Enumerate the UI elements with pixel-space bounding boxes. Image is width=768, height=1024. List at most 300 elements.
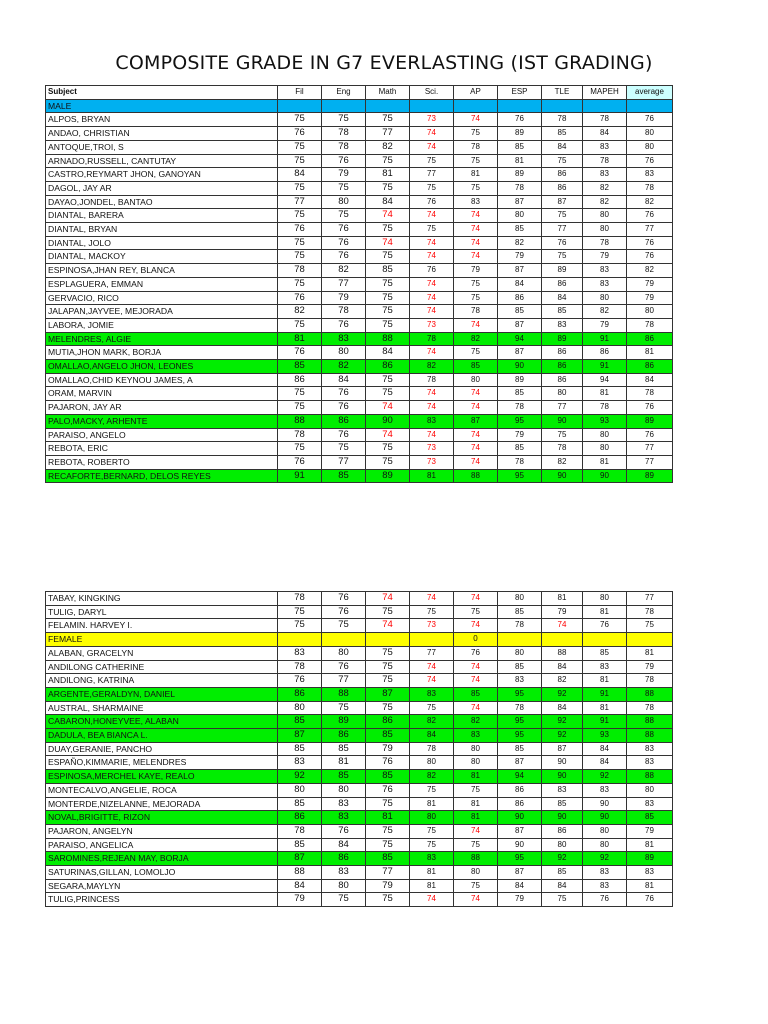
grade-cell: 82 — [322, 264, 366, 278]
grade-cell: 74 — [366, 619, 410, 633]
grade-cell: 74 — [410, 346, 454, 360]
grade-cell: 87 — [498, 346, 542, 360]
grade-cell: 73 — [410, 455, 454, 469]
grade-cell: 75 — [410, 701, 454, 715]
grade-cell: 85 — [322, 469, 366, 483]
grade-cell: 83 — [583, 168, 627, 182]
grade-cell: 84 — [542, 660, 583, 674]
student-row — [46, 401, 673, 415]
grade-cell: 83 — [278, 756, 322, 770]
grade-cell: 77 — [542, 401, 583, 415]
grade-cell: 88 — [627, 687, 673, 701]
grade-cell: 75 — [322, 893, 366, 907]
grade-cell: 78 — [278, 592, 322, 606]
grade-cell: 79 — [627, 660, 673, 674]
grade-cell: 85 — [542, 797, 583, 811]
student-row — [46, 113, 673, 127]
grade-cell: 80 — [583, 209, 627, 223]
grade-cell: 78 — [498, 701, 542, 715]
grade-cell: 76 — [366, 783, 410, 797]
grade-cell: 74 — [410, 401, 454, 415]
student-name: RECAFORTE,BERNARD, DELOS REYES — [46, 469, 278, 483]
grade-cell: 84 — [627, 373, 673, 387]
grade-cell: 80 — [322, 646, 366, 660]
student-name: PALO,MACKY, ARHENTE — [46, 414, 278, 428]
grade-cell: 76 — [498, 113, 542, 127]
grade-cell: 79 — [498, 893, 542, 907]
student-row — [46, 428, 673, 442]
grade-cell: 85 — [583, 646, 627, 660]
student-row — [46, 195, 673, 209]
grade-cell: 92 — [542, 687, 583, 701]
grade-cell: 88 — [627, 729, 673, 743]
grade-cell: 76 — [627, 154, 673, 168]
student-row — [46, 879, 673, 893]
grade-cell: 89 — [498, 168, 542, 182]
grade-cell: 80 — [627, 140, 673, 154]
grade-cell: 82 — [278, 305, 322, 319]
grade-cell: 79 — [627, 277, 673, 291]
grade-cell: 85 — [278, 742, 322, 756]
student-row — [46, 168, 673, 182]
grade-cell: 78 — [322, 305, 366, 319]
grade-cell: 80 — [542, 387, 583, 401]
grade-cell: 84 — [278, 168, 322, 182]
student-row — [46, 646, 673, 660]
grade-cell: 73 — [410, 442, 454, 456]
student-row — [46, 619, 673, 633]
grade-cell: 78 — [278, 264, 322, 278]
grade-cell: 81 — [366, 168, 410, 182]
grade-cell: 82 — [583, 181, 627, 195]
grade-cell: 76 — [278, 291, 322, 305]
grade-cell: 88 — [322, 687, 366, 701]
grade-cell: 83 — [542, 783, 583, 797]
grade-cell: 85 — [278, 797, 322, 811]
student-row — [46, 742, 673, 756]
grade-cell: 84 — [583, 127, 627, 141]
grade-cell: 86 — [583, 346, 627, 360]
grade-cell: 79 — [583, 318, 627, 332]
grade-cell: 81 — [542, 592, 583, 606]
grade-cell: 80 — [583, 592, 627, 606]
student-row — [46, 346, 673, 360]
student-row — [46, 181, 673, 195]
student-name: GERVACIO, RICO — [46, 291, 278, 305]
grade-cell: 75 — [454, 783, 498, 797]
grade-cell: 75 — [366, 838, 410, 852]
grade-cell: 92 — [542, 715, 583, 729]
student-name: CASTRO,REYMART JHON, GANOYAN — [46, 168, 278, 182]
grade-cell: 83 — [583, 783, 627, 797]
grade-cell: 82 — [410, 715, 454, 729]
grade-cell: 75 — [366, 318, 410, 332]
student-name: DADULA, BEA BIANCA L. — [46, 729, 278, 743]
grade-cell: 74 — [454, 701, 498, 715]
grade-cell: 76 — [322, 387, 366, 401]
grade-cell: 75 — [454, 127, 498, 141]
grade-cell: 75 — [366, 701, 410, 715]
student-name: NOVAL,BRIGITTE, RIZON — [46, 811, 278, 825]
grade-cell: 80 — [410, 756, 454, 770]
col-header-ap: AP — [454, 86, 498, 100]
grade-cell: 75 — [366, 442, 410, 456]
grade-cell: 91 — [583, 332, 627, 346]
student-name: PARAISO, ANGELO — [46, 428, 278, 442]
grade-cell: 75 — [322, 619, 366, 633]
grade-cell: 75 — [322, 442, 366, 456]
grade-cell: 82 — [583, 305, 627, 319]
grade-cell: 77 — [322, 674, 366, 688]
grade-cell: 95 — [498, 687, 542, 701]
grade-cell: 86 — [322, 414, 366, 428]
student-name: ANDILONG, KATRINA — [46, 674, 278, 688]
grade-cell: 89 — [542, 264, 583, 278]
grade-cell: 78 — [498, 401, 542, 415]
student-name: ARNADO,RUSSELL, CANTUTAY — [46, 154, 278, 168]
grade-cell: 81 — [454, 168, 498, 182]
grade-cell: 74 — [454, 619, 498, 633]
grade-cell: 83 — [583, 879, 627, 893]
grade-cell: 86 — [278, 373, 322, 387]
grade-cell: 83 — [627, 756, 673, 770]
student-row — [46, 660, 673, 674]
grade-cell: 86 — [542, 277, 583, 291]
grade-cell: 81 — [583, 455, 627, 469]
grade-cell: 75 — [542, 154, 583, 168]
grade-cell: 81 — [583, 701, 627, 715]
grade-cell: 74 — [454, 824, 498, 838]
student-row — [46, 318, 673, 332]
grade-cell: 82 — [410, 770, 454, 784]
grade-cell: 88 — [278, 866, 322, 880]
grade-cell: 74 — [454, 428, 498, 442]
grade-cell: 79 — [366, 742, 410, 756]
female-section-ap-value: 0 — [454, 633, 498, 647]
student-row — [46, 305, 673, 319]
grade-cell: 83 — [627, 168, 673, 182]
grade-cell: 82 — [542, 455, 583, 469]
grade-cell: 81 — [410, 879, 454, 893]
grade-cell: 86 — [498, 797, 542, 811]
grade-cell: 87 — [498, 866, 542, 880]
grade-cell: 85 — [366, 852, 410, 866]
grade-cell: 74 — [454, 223, 498, 237]
student-row — [46, 360, 673, 374]
grade-cell: 88 — [366, 332, 410, 346]
grade-cell: 76 — [322, 824, 366, 838]
grade-cell: 75 — [454, 277, 498, 291]
grade-cell: 75 — [278, 181, 322, 195]
grade-cell: 75 — [278, 401, 322, 415]
student-row — [46, 127, 673, 141]
grade-cell: 81 — [583, 605, 627, 619]
grade-cell: 75 — [542, 250, 583, 264]
grade-cell: 74 — [410, 592, 454, 606]
grade-cell: 75 — [278, 209, 322, 223]
student-row — [46, 140, 673, 154]
grade-cell: 83 — [498, 674, 542, 688]
grade-cell: 80 — [454, 742, 498, 756]
student-name: DIANTAL, BRYAN — [46, 223, 278, 237]
grade-cell: 75 — [366, 605, 410, 619]
grade-cell: 82 — [454, 332, 498, 346]
grade-cell: 74 — [410, 428, 454, 442]
student-name: TULIG, DARYL — [46, 605, 278, 619]
grade-cell: 85 — [322, 742, 366, 756]
grade-cell: 74 — [366, 209, 410, 223]
grade-cell: 84 — [542, 140, 583, 154]
grade-cell: 78 — [627, 605, 673, 619]
grade-cell: 79 — [322, 291, 366, 305]
grade-cell: 75 — [542, 428, 583, 442]
grade-cell: 90 — [498, 838, 542, 852]
grade-cell: 90 — [498, 360, 542, 374]
grade-cell: 84 — [410, 729, 454, 743]
grade-cell: 73 — [410, 318, 454, 332]
grade-cell: 80 — [627, 127, 673, 141]
grade-cell: 81 — [322, 756, 366, 770]
grade-cell: 76 — [322, 318, 366, 332]
grade-cell: 86 — [542, 360, 583, 374]
grade-cell: 75 — [278, 113, 322, 127]
male-section-label: MALE — [46, 99, 278, 113]
header-row — [46, 86, 673, 100]
grade-cell: 80 — [583, 428, 627, 442]
student-name: DAGOL, JAY AR — [46, 181, 278, 195]
grade-cell: 86 — [498, 783, 542, 797]
grade-cell: 76 — [278, 127, 322, 141]
grade-cell: 78 — [542, 113, 583, 127]
student-name: TABAY, KINGKING — [46, 592, 278, 606]
grade-cell: 81 — [410, 797, 454, 811]
col-header-eng: Eng — [322, 86, 366, 100]
student-name: ORAM, MARVIN — [46, 387, 278, 401]
grade-cell: 83 — [454, 729, 498, 743]
grade-cell: 78 — [627, 387, 673, 401]
subject-header: Subject — [46, 86, 278, 100]
student-row — [46, 264, 673, 278]
grade-cell: 93 — [583, 414, 627, 428]
grade-cell: 86 — [627, 360, 673, 374]
grade-cell: 83 — [583, 140, 627, 154]
grade-cell: 89 — [627, 852, 673, 866]
grade-cell: 75 — [278, 236, 322, 250]
grade-cell: 87 — [542, 742, 583, 756]
grade-cell: 75 — [366, 824, 410, 838]
grade-cell: 78 — [278, 824, 322, 838]
grade-cell: 80 — [322, 346, 366, 360]
grade-cell: 74 — [366, 592, 410, 606]
grade-cell: 82 — [410, 360, 454, 374]
grade-cell: 80 — [583, 824, 627, 838]
student-row — [46, 154, 673, 168]
grade-cell: 89 — [366, 469, 410, 483]
grade-cell: 90 — [542, 811, 583, 825]
grade-cell: 86 — [498, 291, 542, 305]
grade-cell: 75 — [454, 346, 498, 360]
grade-cell: 90 — [498, 811, 542, 825]
grade-cell: 78 — [583, 401, 627, 415]
grade-cell: 86 — [322, 852, 366, 866]
grade-cell: 75 — [278, 154, 322, 168]
grade-cell: 76 — [410, 195, 454, 209]
grade-cell: 78 — [410, 332, 454, 346]
male-section-row — [46, 99, 673, 113]
student-row — [46, 674, 673, 688]
grade-cell: 81 — [583, 387, 627, 401]
grade-cell: 80 — [278, 701, 322, 715]
grade-cell: 95 — [498, 729, 542, 743]
col-header-math: Math — [366, 86, 410, 100]
grade-cell: 76 — [627, 250, 673, 264]
col-header-fil: Fil — [278, 86, 322, 100]
student-name: ESPINOSA,JHAN REY, BLANCA — [46, 264, 278, 278]
grade-cell: 75 — [322, 701, 366, 715]
student-row — [46, 414, 673, 428]
grade-cell: 74 — [410, 236, 454, 250]
grade-cell: 92 — [278, 770, 322, 784]
grade-cell: 77 — [366, 127, 410, 141]
grade-cell: 74 — [454, 442, 498, 456]
grade-cell: 75 — [454, 605, 498, 619]
grade-cell: 94 — [498, 770, 542, 784]
grade-cell: 75 — [278, 250, 322, 264]
grade-cell: 81 — [454, 811, 498, 825]
grade-cell: 74 — [454, 674, 498, 688]
grade-cell: 78 — [583, 113, 627, 127]
grade-cell: 91 — [583, 715, 627, 729]
grade-cell: 87 — [498, 318, 542, 332]
col-header-mapeh: MAPEH — [583, 86, 627, 100]
grade-cell: 75 — [366, 305, 410, 319]
grade-cell: 84 — [278, 879, 322, 893]
grade-cell: 89 — [498, 127, 542, 141]
student-name: MONTERDE,NIZELANNE, MEJORADA — [46, 797, 278, 811]
student-row — [46, 756, 673, 770]
grade-cell: 80 — [454, 866, 498, 880]
grade-cell: 76 — [322, 250, 366, 264]
grade-cell: 75 — [542, 893, 583, 907]
student-name: REBOTA, ERIC — [46, 442, 278, 456]
grade-cell: 76 — [627, 401, 673, 415]
grade-cell: 95 — [498, 414, 542, 428]
grade-cell: 84 — [498, 879, 542, 893]
grade-cell: 85 — [498, 742, 542, 756]
grade-cell: 85 — [627, 811, 673, 825]
grade-cell: 75 — [278, 619, 322, 633]
grade-cell: 80 — [627, 305, 673, 319]
grade-cell: 74 — [410, 277, 454, 291]
grade-cell: 93 — [583, 729, 627, 743]
grade-cell: 74 — [410, 250, 454, 264]
grade-cell: 85 — [322, 770, 366, 784]
grade-cell: 86 — [542, 824, 583, 838]
grade-cell: 83 — [454, 195, 498, 209]
grade-cell: 91 — [583, 360, 627, 374]
grade-cell: 77 — [322, 455, 366, 469]
grade-cell: 89 — [627, 414, 673, 428]
grade-cell: 75 — [278, 318, 322, 332]
grade-cell: 78 — [278, 428, 322, 442]
grade-cell: 77 — [627, 455, 673, 469]
student-row — [46, 866, 673, 880]
grade-cell: 85 — [542, 127, 583, 141]
grade-cell: 80 — [498, 646, 542, 660]
grade-cell: 75 — [366, 797, 410, 811]
student-name: AUSTRAL, SHARMAINE — [46, 701, 278, 715]
student-row — [46, 223, 673, 237]
grade-cell: 80 — [322, 879, 366, 893]
grade-cell: 83 — [583, 866, 627, 880]
student-name: DIANTAL, BARERA — [46, 209, 278, 223]
grade-cell: 76 — [627, 113, 673, 127]
grade-cell: 82 — [322, 360, 366, 374]
grade-cell: 86 — [627, 332, 673, 346]
grade-cell: 75 — [410, 838, 454, 852]
grade-cell: 76 — [322, 154, 366, 168]
grade-cell: 86 — [366, 360, 410, 374]
student-name: DUAY,GERANIE, PANCHO — [46, 742, 278, 756]
grade-cell: 85 — [366, 729, 410, 743]
grade-cell: 78 — [454, 140, 498, 154]
grade-cell: 74 — [410, 209, 454, 223]
grade-cell: 79 — [627, 824, 673, 838]
grade-cell: 77 — [410, 646, 454, 660]
grade-cell: 76 — [322, 660, 366, 674]
student-name: JALAPAN,JAYVEE, MEJORADA — [46, 305, 278, 319]
grade-cell: 85 — [278, 360, 322, 374]
grade-cell: 87 — [498, 824, 542, 838]
col-header-tle: TLE — [542, 86, 583, 100]
grade-cell: 74 — [410, 674, 454, 688]
grade-cell: 83 — [542, 318, 583, 332]
grade-cell: 76 — [278, 455, 322, 469]
grade-cell: 74 — [454, 660, 498, 674]
grade-cell: 78 — [627, 318, 673, 332]
grade-cell: 84 — [322, 373, 366, 387]
grade-cell: 83 — [583, 660, 627, 674]
grade-cell: 75 — [366, 660, 410, 674]
col-header-esp: ESP — [498, 86, 542, 100]
grade-cell: 84 — [366, 346, 410, 360]
student-row — [46, 797, 673, 811]
grade-cell: 81 — [366, 811, 410, 825]
student-row — [46, 291, 673, 305]
student-name: MELENDRES, ALGIE — [46, 332, 278, 346]
student-name: DAYAO,JONDEL, BANTAO — [46, 195, 278, 209]
student-row — [46, 236, 673, 250]
grade-cell: 83 — [410, 414, 454, 428]
grade-cell: 88 — [454, 469, 498, 483]
grade-cell: 75 — [366, 277, 410, 291]
grade-cell: 75 — [366, 154, 410, 168]
grade-cell: 79 — [498, 250, 542, 264]
grade-cell: 89 — [542, 332, 583, 346]
grade-cell: 80 — [498, 592, 542, 606]
grade-cell: 83 — [627, 866, 673, 880]
grade-cell: 75 — [366, 387, 410, 401]
student-name: DIANTAL, MACKOY — [46, 250, 278, 264]
grade-cell: 86 — [278, 687, 322, 701]
female-section-label: FEMALE — [46, 633, 278, 647]
grade-cell: 81 — [627, 646, 673, 660]
student-name: TULIG,PRINCESS — [46, 893, 278, 907]
grade-cell: 78 — [627, 181, 673, 195]
student-name: LABORA, JOMIE — [46, 318, 278, 332]
student-row — [46, 277, 673, 291]
grade-cell: 85 — [498, 660, 542, 674]
